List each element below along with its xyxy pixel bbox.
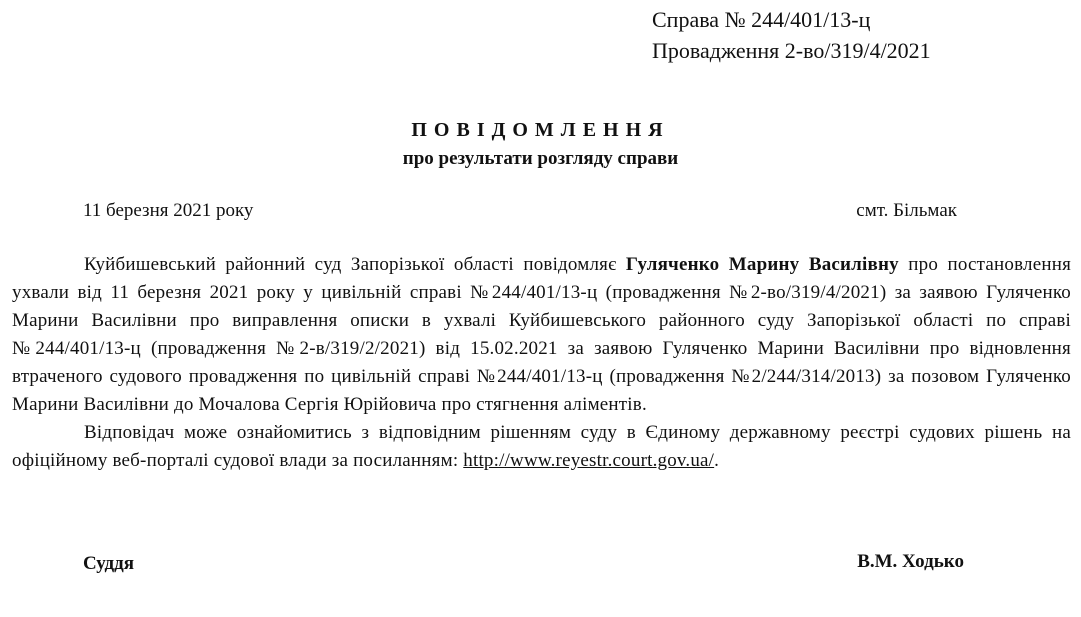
document-date: 11 березня 2021 року <box>83 200 254 221</box>
paragraph-2-end: . <box>714 450 720 471</box>
document-place: смт. Більмак <box>856 200 957 221</box>
notice-body <box>12 251 1071 475</box>
notice-paragraph-2 <box>12 419 1071 475</box>
signature-label: Суддя <box>83 553 135 574</box>
proceeding-number: Провадження 2-во/319/4/2021 <box>652 38 931 63</box>
paragraph-2-start: Відповідач може ознайомитись з відповідним рішенням суду в Єдиному державному реєстрі судових рішень на офіційному веб-порталі судової влади за посиланням: <box>12 422 1071 471</box>
document-subtitle: про результати розгляду справи <box>402 148 679 169</box>
registry-link[interactable]: http://www.reyestr.court.gov.ua/ <box>463 450 715 471</box>
paragraph-1-rest: про постановлення ухвали від 11 березня 2021 року у цивільній справі №244/401/13-ц (провадження №2-во/319/4/2021) за заявою Гуляченко Марини Василівни про виправлення описки в ухвалі Куйбишевського районного суду Запорізької області по справі №244/401/13-ц (провадження №2-в/319/2/2021) від 15.02.2021 за заявою Гуляченко Марини Василівни про відновлення втраченого судового провадження по цивільній справі №244/401/13-ц (провадження №2/244/314/2013) за позовом Гуляченко Марини Василівни до Мочалова Сергія Юрійовича про стягнення аліментів. <box>12 254 1072 415</box>
addressee-name: Гуляченко Марину Василівну <box>625 254 899 275</box>
signature-name: В.М. Ходько <box>857 551 964 572</box>
document-title: ПОВІДОМЛЕННЯ <box>411 119 670 141</box>
case-number: Справа № 244/401/13-ц <box>652 7 871 32</box>
notice-paragraph-1 <box>12 251 1071 419</box>
case-info <box>652 4 931 66</box>
paragraph-1-start: Куйбишевський районний суд Запорізької області повідомляє <box>84 254 617 275</box>
